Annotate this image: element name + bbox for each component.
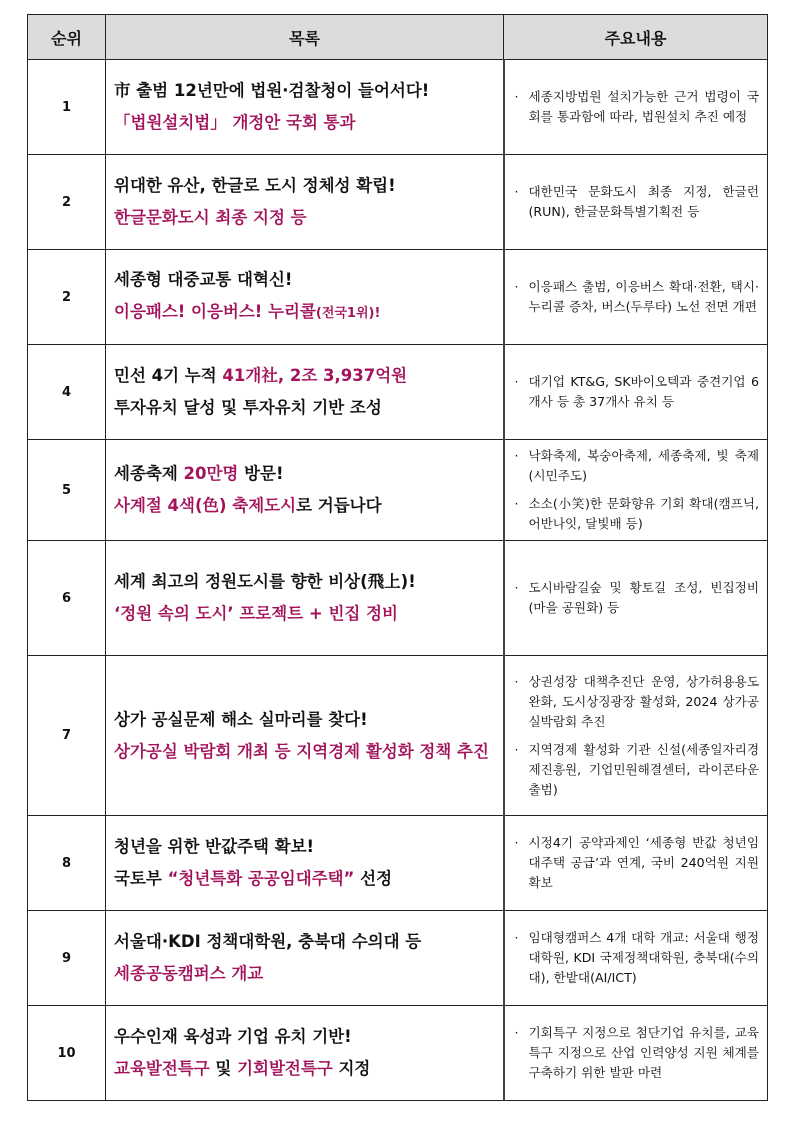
summary-bullet [513,446,760,486]
rank-cell: 2 [28,155,106,250]
title-line [114,75,493,107]
title-line [114,831,493,863]
table-row [28,911,768,1006]
table-row [28,816,768,911]
rank-cell: 6 [28,541,106,656]
title-segment: 우수인재 육성과 기업 유치 기반! [114,1027,352,1046]
bullet-dot-icon: · [514,580,519,595]
title-segment: 상가공실 박람회 개최 등 지역경제 활성화 정책 추진 [114,741,489,761]
summary-text: 대기업 KT&G, SK바이오텍과 중견기업 6개사 등 총 37개사 유치 등 [528,374,759,409]
summary-bullet [513,277,760,317]
title-segment: 세종축제 [114,464,184,483]
title-line [114,170,493,202]
summary-bullet [513,928,760,988]
rank-cell: 9 [28,911,106,1006]
summary-bullet [513,672,760,732]
summary-cell [504,155,768,250]
title-segment: 방문! [238,464,284,483]
title-cell [106,60,504,155]
summary-text: 기회특구 지정으로 첨단기업 유치를, 교육특구 지정으로 산업 인력양성 지원 체계를 구축하기 위한 발판 마련 [528,1025,759,1080]
title-segment: 청년을 위한 반값주택 확보! [114,837,315,856]
header-summary: 주요내용 [504,15,768,60]
summary-cell [504,440,768,541]
table-row [28,440,768,541]
title-cell [106,541,504,656]
title-line [114,1053,493,1085]
summary-text: 세종지방법원 설치가능한 근거 법령이 국회를 통과함에 따라, 법원설치 추진 예정 [528,89,759,124]
title-cell [106,911,504,1006]
title-segment: 민선 4기 누적 [114,366,223,385]
title-segment: 세계 최고의 정원도시를 향한 비상(飛上)! [114,572,416,591]
summary-text: 이응패스 출범, 이응버스 확대·전환, 택시·누리콜 증차, 버스(두루타) 노선 전면 개편 [528,279,759,314]
title-line [114,704,493,736]
title-line [114,360,493,392]
title-segment: 기회발전특구 [237,1059,333,1078]
title-segment: (전국1위)! [315,306,381,321]
title-line [114,202,493,234]
bullet-dot-icon: · [514,374,519,389]
title-cell [106,440,504,541]
title-segment: 투자유치 달성 및 투자유치 기반 조성 [114,398,382,417]
bullet-dot-icon: · [514,741,519,757]
rank-cell: 1 [28,60,106,155]
table-row [28,345,768,440]
summary-cell [504,816,768,911]
table-row [28,1006,768,1101]
title-segment: 로 거듭나다 [296,496,382,515]
rank-cell: 8 [28,816,106,911]
summary-text: 상권성장 대책추진단 운영, 상가허용용도 완화, 도시상징광장 활성화, 2024 상가공실박람회 추진 [528,673,759,729]
summary-cell [504,345,768,440]
title-segment: 선정 [354,869,393,888]
title-line [114,958,493,990]
summary-cell [504,656,768,816]
summary-bullet [513,740,760,800]
title-segment: ‘정원 속의 도시’ 프로젝트 + 빈집 정비 [114,604,398,623]
summary-bullet [513,578,760,618]
title-segment: 위대한 유산, 한글로 도시 정체성 확립! [114,176,396,195]
title-line [114,490,493,522]
summary-text: 지역경제 활성화 기관 신설(세종일자리경제진흥원, 기업민원해결센터, 라이콘타운 출범) [528,741,759,797]
summary-text: 대한민국 문화도시 최종 지정, 한글런(RUN), 한글문화특별기획전 등 [528,184,759,219]
title-segment: 20만명 [183,464,239,483]
table-row [28,155,768,250]
table-row [28,250,768,345]
table-row [28,656,768,816]
bullet-dot-icon: · [514,673,519,689]
title-cell [106,1006,504,1101]
summary-cell [504,1006,768,1101]
bullet-dot-icon: · [514,930,519,945]
title-segment: 서울대·KDI 정책대학원, 충북대 수의대 등 [114,932,422,951]
summary-bullet [513,1023,760,1083]
bullet-dot-icon: · [514,184,519,199]
title-segment: 국토부 [114,869,168,888]
title-line [114,566,493,598]
summary-text: 임대형캠퍼스 4개 대학 개교: 서울대 행정대학원, KDI 국제정책대학원, 충북대(수의대), 한밭대(AI/ICT) [528,930,759,985]
title-segment: 교육발전특구 [114,1059,210,1078]
bullet-dot-icon: · [514,89,519,104]
header-list: 목록 [106,15,504,60]
summary-bullet [513,182,760,222]
rank-cell: 5 [28,440,106,541]
title-line [114,296,493,330]
title-line [114,264,493,296]
rank-cell: 7 [28,656,106,816]
bullet-dot-icon: · [514,496,519,511]
summary-cell [504,250,768,345]
summary-bullet [513,494,760,534]
title-cell [106,816,504,911]
title-segment: 「법원설치법」 개정안 국회 통과 [114,113,356,132]
summary-cell [504,541,768,656]
title-line [114,1021,493,1053]
title-line [114,107,493,139]
title-cell [106,345,504,440]
summary-text: 도시바람길숲 및 황토길 조성, 빈집정비(마을 공원화) 등 [528,580,759,615]
title-segment: 지정 [332,1059,371,1078]
title-segment: “청년특화 공공임대주택” [167,869,355,888]
rank-cell: 10 [28,1006,106,1101]
rank-cell: 2 [28,250,106,345]
bullet-dot-icon: · [514,835,519,850]
header-rank: 순위 [28,15,106,60]
title-line [114,736,493,768]
bullet-dot-icon: · [514,448,519,463]
summary-text: 소소(小笑)한 문화향유 기회 확대(캠프닉, 어반나잇, 달빛배 등) [528,496,759,531]
summary-text: 낙화축제, 복숭아축제, 세종축제, 빛 축제(시민주도) [528,448,759,483]
title-cell [106,656,504,816]
summary-text: 시정4기 공약과제인 ‘세종형 반값 청년임대주택 공급’과 연계, 국비 240억원 지원 확보 [528,835,759,890]
title-line [114,598,493,630]
title-line [114,392,493,424]
summary-bullet [513,87,760,127]
summary-bullet [513,372,760,412]
title-segment: 사계절 4색(色) 축제도시 [114,496,297,515]
ranking-table [27,14,768,1101]
title-cell [106,250,504,345]
title-segment: 세종형 대중교통 대혁신! [114,270,293,289]
title-line [114,926,493,958]
summary-bullet [513,833,760,893]
title-segment: 상가 공실문제 해소 실마리를 찾다! [114,709,368,729]
table-header-row [28,15,768,60]
title-segment: 이응패스! 이응버스! 누리콜 [114,302,316,321]
title-segment: 41개社, 2조 3,937억원 [222,366,408,385]
table-row [28,541,768,656]
summary-cell [504,60,768,155]
rank-cell: 4 [28,345,106,440]
title-segment: 한글문화도시 최종 지정 등 [114,208,307,227]
title-line [114,863,493,895]
table-row [28,60,768,155]
title-line [114,458,493,490]
bullet-dot-icon: · [514,279,519,294]
title-cell [106,155,504,250]
title-segment: 및 [209,1059,238,1078]
table-body [28,60,768,1101]
bullet-dot-icon: · [514,1025,519,1040]
summary-cell [504,911,768,1006]
title-segment: 세종공동캠퍼스 개교 [114,964,264,983]
title-segment: 市 출범 12년만에 법원·검찰청이 들어서다! [114,81,430,100]
